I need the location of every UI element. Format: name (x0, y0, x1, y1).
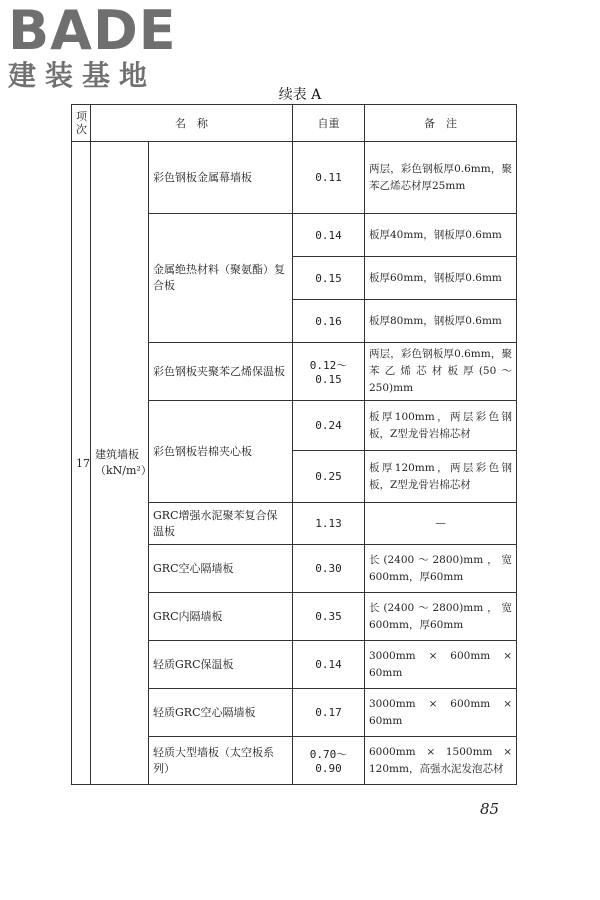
item-note: 板厚60mm，钢板厚0.6mm (365, 257, 517, 300)
item-name: 轻质大型墙板（太空板系列） (149, 737, 293, 785)
item-name: GRC内隔墙板 (149, 593, 293, 641)
logo-subtitle: 建装基地 (8, 59, 157, 92)
item-note: 6000mm × 1500mm × 120mm，高强水泥发泡芯材 (365, 737, 517, 785)
item-weight: 0.14 (293, 214, 365, 257)
item-note: 板厚100mm，两层彩色钢板，Z型龙骨岩棉芯材 (365, 401, 517, 451)
table-header-row (72, 105, 517, 142)
item-weight: 0.24 (293, 401, 365, 451)
item-weight: 0.35 (293, 593, 365, 641)
logo-brand: BADE (8, 0, 177, 62)
header-no: 项次 (72, 105, 91, 142)
table-caption: 续表 A (278, 87, 322, 103)
item-name: GRC空心隔墙板 (149, 545, 293, 593)
item-name: 彩色钢板夹聚苯乙烯保温板 (149, 343, 293, 401)
item-name: 彩色钢板金属幕墙板 (149, 142, 293, 214)
item-name: 轻质GRC保温板 (149, 641, 293, 689)
header-weight: 自重 (293, 105, 365, 142)
item-note: 3000mm × 600mm × 60mm (365, 689, 517, 737)
item-note: 板厚80mm，钢板厚0.6mm (365, 300, 517, 343)
header-note: 备 注 (365, 105, 517, 142)
page-number: 85 (480, 800, 500, 818)
item-weight: 0.30 (293, 545, 365, 593)
item-name: GRC增强水泥聚苯复合保温板 (149, 503, 293, 545)
table-row (72, 142, 517, 214)
header-name: 名 称 (91, 105, 293, 142)
load-table (71, 104, 517, 785)
item-weight: 0.70～0.90 (293, 737, 365, 785)
item-weight: 0.16 (293, 300, 365, 343)
item-weight: 0.12～0.15 (293, 343, 365, 401)
item-note: — (365, 503, 517, 545)
logo (8, 0, 178, 92)
item-weight: 0.25 (293, 451, 365, 503)
item-note: 长(2400～2800)mm，宽600mm，厚60mm (365, 545, 517, 593)
item-note: 两层，彩色钢板厚0.6mm，聚苯乙烯芯材板厚(50～250)mm (365, 343, 517, 401)
item-name: 金属绝热材料（聚氨酯）复合板 (149, 214, 293, 343)
item-note: 两层，彩色钢板厚0.6mm，聚苯乙烯芯材厚25mm (365, 142, 517, 214)
item-weight: 0.17 (293, 689, 365, 737)
item-note: 板厚40mm，钢板厚0.6mm (365, 214, 517, 257)
item-note: 长(2400～2800)mm，宽600mm，厚60mm (365, 593, 517, 641)
item-name: 彩色钢板岩棉夹心板 (149, 401, 293, 503)
item-weight: 1.13 (293, 503, 365, 545)
item-note: 3000mm × 600mm × 60mm (365, 641, 517, 689)
item-weight: 0.14 (293, 641, 365, 689)
item-name: 轻质GRC空心隔墙板 (149, 689, 293, 737)
group-name: 建筑墙板（kN/m²） (91, 142, 149, 785)
item-weight: 0.15 (293, 257, 365, 300)
item-weight: 0.11 (293, 142, 365, 214)
item-note: 板厚120mm，两层彩色钢板，Z型龙骨岩棉芯材 (365, 451, 517, 503)
group-number: 17 (72, 142, 91, 785)
